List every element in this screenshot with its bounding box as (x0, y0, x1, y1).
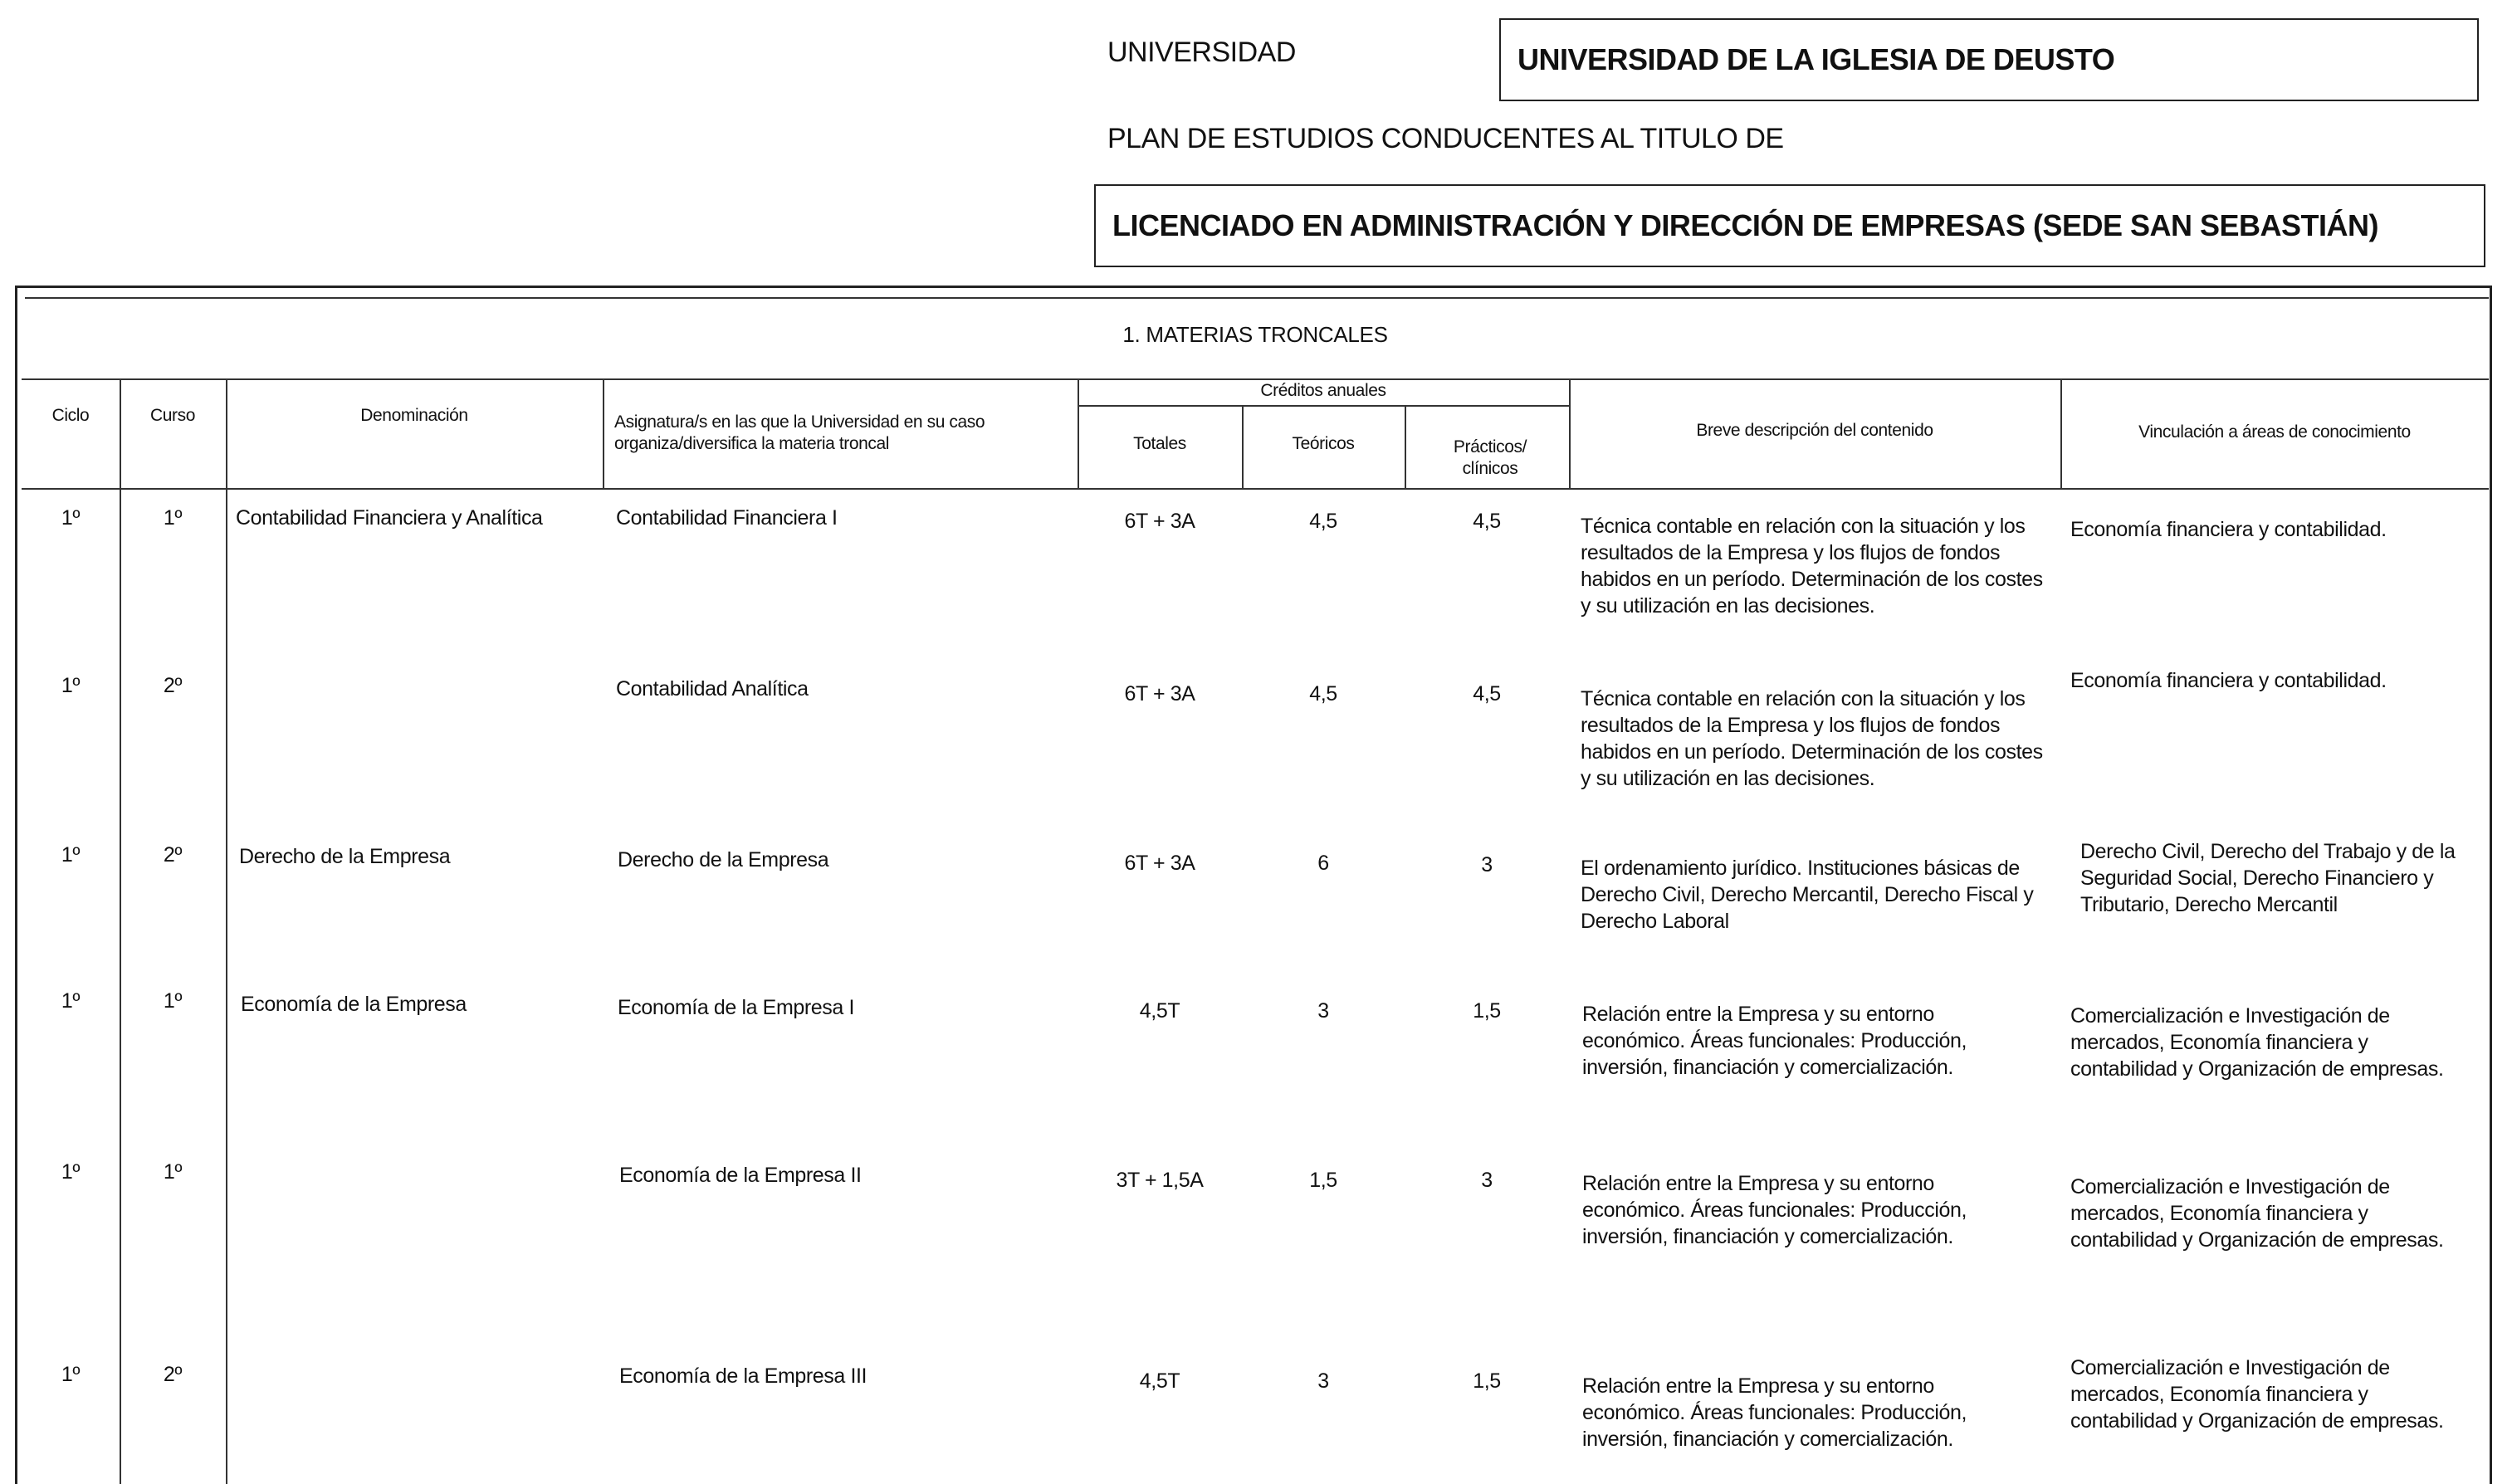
row-4-ciclo: 1º (61, 1160, 81, 1184)
row-1-teoricos: 4,5 (1309, 682, 1337, 705)
plan-label: PLAN DE ESTUDIOS CONDUCENTES AL TITULO DE (1107, 123, 1784, 154)
row-1-curso: 2º (163, 674, 183, 697)
row-1-descripcion: Técnica contable en relación con la situación y los resultados de la Empresa y los flujos de fondos habidos en un período. Determinación de los costes y su utilización en las decisiones. (1581, 687, 2043, 790)
col-sep-denominacion (603, 378, 604, 488)
col-header-vinculacion: Vinculación a áreas de conocimiento (2138, 422, 2411, 442)
row-0-descripcion: Técnica contable en relación con la situación y los resultados de la Empresa y los flujos de fondos habidos en un período. Determinación de los costes y su utilización en las decisiones. (1581, 515, 2043, 618)
col-header-creditos: Créditos anuales (1260, 381, 1386, 400)
universidad-value-box (1499, 18, 2479, 101)
row-2-asignatura: Derecho de la Empresa (618, 848, 829, 871)
row-2-denominacion: Derecho de la Empresa (239, 845, 451, 868)
row-0-vinculacion: Economía financiera y contabilidad. (2070, 518, 2387, 541)
col-header-teoricos: Teóricos (1292, 434, 1355, 453)
row-4-curso: 1º (163, 1160, 183, 1184)
row-0-totales: 6T + 3A (1124, 510, 1195, 533)
row-2-vinculacion: Derecho Civil, Derecho del Trabajo y de la Seguridad Social, Derecho Financiero y Tributario, Derecho Mercantil (2080, 840, 2456, 916)
row-5-practicos: 1,5 (1473, 1369, 1501, 1393)
col-sep-ciclo (120, 378, 121, 1484)
row-5-descripcion: Relación entre la Empresa y su entorno económico. Áreas funcionales: Producción, inversión, financiación y comercialización. (1582, 1374, 1967, 1451)
row-3-totales: 4,5T (1139, 999, 1180, 1023)
row-2-curso: 2º (163, 843, 183, 866)
row-4-teoricos: 1,5 (1309, 1169, 1337, 1192)
titulo-value-box (1094, 184, 2485, 267)
row-5-curso: 2º (163, 1363, 183, 1386)
row-3-descripcion: Relación entre la Empresa y su entorno económico. Áreas funcionales: Producción, inversión, financiación y comercialización. (1582, 1003, 1967, 1079)
col-header-asignaturas: Asignatura/s en las que la Universidad en su caso organiza/diversifica la materia troncal (614, 412, 985, 453)
col-header-curso: Curso (149, 406, 196, 425)
row-5-asignatura: Economía de la Empresa III (619, 1364, 867, 1388)
table-inner-top-line (25, 297, 2489, 299)
row-3-vinculacion: Comercialización e Investigación de mercados, Economía financiera y contabilidad y Organización de empresas. (2070, 1004, 2444, 1081)
row-4-totales: 3T + 1,5A (1116, 1169, 1204, 1192)
row-2-descripcion: El ordenamiento jurídico. Instituciones básicas de Derecho Civil, Derecho Mercantil, Derecho Fiscal y Derecho Laboral (1581, 857, 2034, 933)
row-0-practicos: 4,5 (1473, 510, 1501, 533)
row-0-asignatura: Contabilidad Financiera I (616, 506, 838, 530)
row-5-totales: 4,5T (1139, 1369, 1180, 1393)
titulo-value: LICENCIADO EN ADMINISTRACIÓN Y DIRECCIÓN DE EMPRESAS (SEDE SAN SEBASTIÁN) (1112, 208, 2378, 242)
row-2-ciclo: 1º (61, 843, 81, 866)
row-3-practicos: 1,5 (1473, 999, 1501, 1023)
col-header-descripcion: Breve descripción del contenido (1696, 421, 1933, 440)
row-3-denominacion: Economía de la Empresa (241, 993, 467, 1016)
row-2-totales: 6T + 3A (1124, 852, 1195, 875)
row-5-ciclo: 1º (61, 1363, 81, 1386)
row-4-descripcion: Relación entre la Empresa y su entorno económico. Áreas funcionales: Producción, inversión, financiación y comercialización. (1582, 1172, 1967, 1248)
row-0-curso: 1º (163, 506, 183, 530)
row-1-ciclo: 1º (61, 674, 81, 697)
row-5-teoricos: 3 (1317, 1369, 1329, 1393)
row-2-teoricos: 6 (1317, 852, 1329, 875)
row-0-teoricos: 4,5 (1309, 510, 1337, 533)
row-1-asignatura: Contabilidad Analítica (616, 677, 809, 701)
col-header-denominacion: Denominación (360, 406, 468, 425)
table-title: 1. MATERIAS TRONCALES (1122, 322, 1388, 347)
row-3-teoricos: 3 (1317, 999, 1329, 1023)
row-5-vinculacion: Comercialización e Investigación de mercados, Economía financiera y contabilidad y Organización de empresas. (2070, 1356, 2444, 1433)
col-header-totales: Totales (1133, 434, 1186, 453)
row-1-practicos: 4,5 (1473, 682, 1501, 705)
row-1-totales: 6T + 3A (1124, 682, 1195, 705)
col-header-ciclo: Ciclo (51, 406, 90, 425)
universidad-value: UNIVERSIDAD DE LA IGLESIA DE DEUSTO (1517, 42, 2115, 76)
universidad-label: UNIVERSIDAD (1107, 37, 1296, 68)
row-4-practicos: 3 (1481, 1169, 1493, 1192)
row-0-ciclo: 1º (61, 506, 81, 530)
row-3-asignatura: Economía de la Empresa I (618, 996, 854, 1019)
creditos-subheader-line (1078, 405, 1569, 407)
row-4-asignatura: Economía de la Empresa II (619, 1164, 862, 1187)
row-4-vinculacion: Comercialización e Investigación de mercados, Economía financiera y contabilidad y Organización de empresas. (2070, 1175, 2444, 1252)
col-header-practicos: Prácticos/ clínicos (1453, 437, 1527, 478)
row-3-curso: 1º (163, 989, 183, 1013)
row-3-ciclo: 1º (61, 989, 81, 1013)
row-0-denominacion: Contabilidad Financiera y Analítica (236, 506, 543, 530)
col-sep-teoricos (1405, 405, 1406, 488)
row-2-practicos: 3 (1481, 853, 1493, 876)
col-sep-curso (226, 378, 227, 1484)
row-1-vinculacion: Economía financiera y contabilidad. (2070, 669, 2387, 692)
header-bottom-line (22, 488, 2489, 490)
